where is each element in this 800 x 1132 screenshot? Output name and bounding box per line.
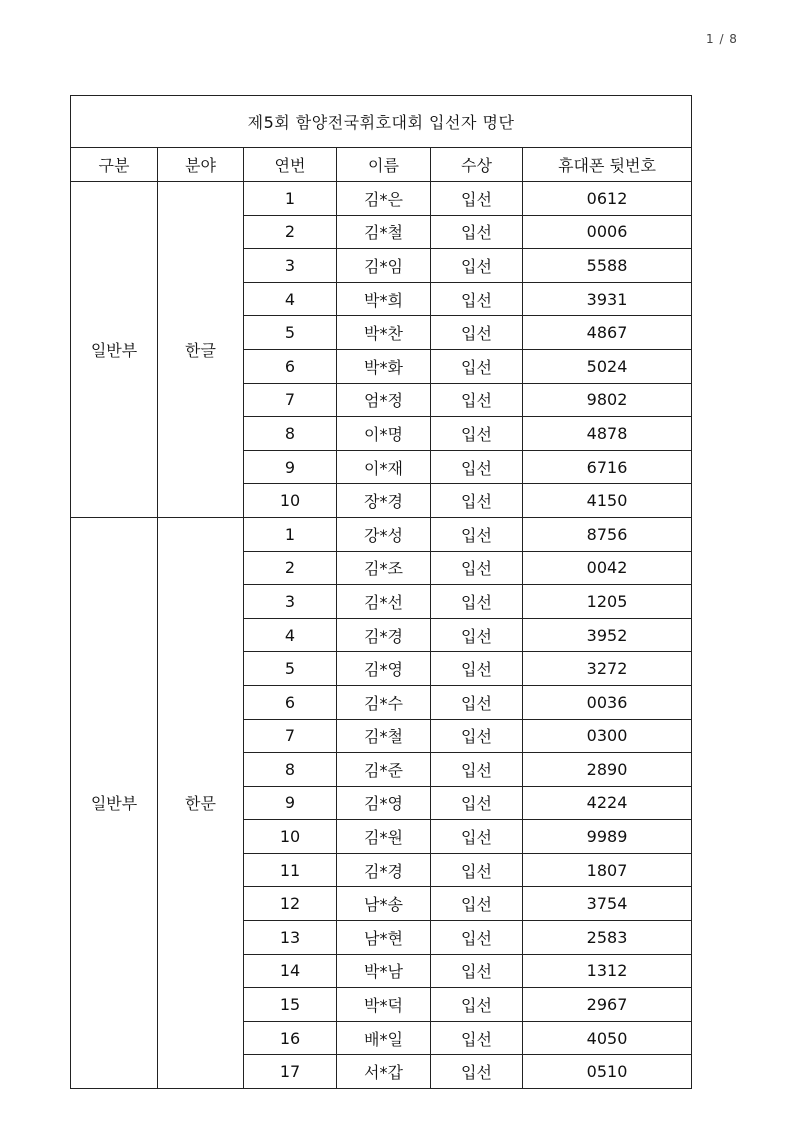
header-name: 이름: [337, 148, 431, 182]
award-cell: 입선: [431, 618, 523, 652]
name-cell: 장*경: [337, 484, 431, 518]
number-cell: 8: [244, 753, 337, 787]
header-phone: 휴대폰 뒷번호: [523, 148, 692, 182]
award-cell: 입선: [431, 719, 523, 753]
phone-cell: 3931: [523, 282, 692, 316]
name-cell: 강*성: [337, 517, 431, 551]
number-cell: 12: [244, 887, 337, 921]
phone-cell: 5024: [523, 349, 692, 383]
awardee-table: [70, 95, 692, 1089]
phone-cell: 3754: [523, 887, 692, 921]
number-cell: 14: [244, 954, 337, 988]
phone-cell: 1312: [523, 954, 692, 988]
number-cell: 10: [244, 820, 337, 854]
name-cell: 김*경: [337, 618, 431, 652]
award-cell: 입선: [431, 988, 523, 1022]
name-cell: 김*철: [337, 215, 431, 249]
number-cell: 13: [244, 921, 337, 955]
award-cell: 입선: [431, 1021, 523, 1055]
phone-cell: 5588: [523, 249, 692, 283]
award-cell: 입선: [431, 786, 523, 820]
name-cell: 김*준: [337, 753, 431, 787]
name-cell: 김*영: [337, 786, 431, 820]
phone-cell: 0036: [523, 685, 692, 719]
table-title: 제5회 함양전국휘호대회 입선자 명단: [71, 96, 692, 148]
award-cell: 입선: [431, 652, 523, 686]
award-cell: 입선: [431, 450, 523, 484]
phone-cell: 1205: [523, 585, 692, 619]
number-cell: 1: [244, 182, 337, 216]
phone-cell: 2967: [523, 988, 692, 1022]
award-cell: 입선: [431, 954, 523, 988]
phone-cell: 2890: [523, 753, 692, 787]
award-cell: 입선: [431, 182, 523, 216]
number-cell: 1: [244, 517, 337, 551]
number-cell: 3: [244, 249, 337, 283]
division-cell: 일반부: [71, 182, 158, 518]
number-cell: 5: [244, 316, 337, 350]
header-field: 분야: [158, 148, 244, 182]
table-body: [71, 182, 692, 1089]
name-cell: 김*은: [337, 182, 431, 216]
award-cell: 입선: [431, 349, 523, 383]
name-cell: 남*송: [337, 887, 431, 921]
number-cell: 9: [244, 450, 337, 484]
number-cell: 4: [244, 618, 337, 652]
phone-cell: 9989: [523, 820, 692, 854]
award-cell: 입선: [431, 249, 523, 283]
phone-cell: 4050: [523, 1021, 692, 1055]
name-cell: 김*원: [337, 820, 431, 854]
phone-cell: 9802: [523, 383, 692, 417]
award-cell: 입선: [431, 887, 523, 921]
name-cell: 김*수: [337, 685, 431, 719]
award-cell: 입선: [431, 753, 523, 787]
name-cell: 김*임: [337, 249, 431, 283]
header-row: [71, 148, 692, 182]
number-cell: 10: [244, 484, 337, 518]
number-cell: 16: [244, 1021, 337, 1055]
phone-cell: 0042: [523, 551, 692, 585]
award-cell: 입선: [431, 484, 523, 518]
phone-cell: 0006: [523, 215, 692, 249]
number-cell: 2: [244, 551, 337, 585]
award-cell: 입선: [431, 551, 523, 585]
award-cell: 입선: [431, 383, 523, 417]
phone-cell: 4224: [523, 786, 692, 820]
number-cell: 3: [244, 585, 337, 619]
number-cell: 4: [244, 282, 337, 316]
header-award: 수상: [431, 148, 523, 182]
award-cell: 입선: [431, 585, 523, 619]
table-row: [71, 182, 692, 216]
name-cell: 김*선: [337, 585, 431, 619]
field-cell: 한글: [158, 182, 244, 518]
name-cell: 김*경: [337, 853, 431, 887]
award-cell: 입선: [431, 316, 523, 350]
number-cell: 11: [244, 853, 337, 887]
name-cell: 김*조: [337, 551, 431, 585]
name-cell: 박*희: [337, 282, 431, 316]
header-number: 연번: [244, 148, 337, 182]
phone-cell: 2583: [523, 921, 692, 955]
name-cell: 박*덕: [337, 988, 431, 1022]
number-cell: 9: [244, 786, 337, 820]
number-cell: 6: [244, 349, 337, 383]
name-cell: 배*일: [337, 1021, 431, 1055]
page-indicator: 1 / 8: [706, 32, 738, 46]
header-division: 구분: [71, 148, 158, 182]
award-cell: 입선: [431, 685, 523, 719]
phone-cell: 0510: [523, 1055, 692, 1089]
award-cell: 입선: [431, 921, 523, 955]
award-cell: 입선: [431, 417, 523, 451]
phone-cell: 6716: [523, 450, 692, 484]
phone-cell: 4878: [523, 417, 692, 451]
number-cell: 17: [244, 1055, 337, 1089]
number-cell: 7: [244, 383, 337, 417]
table-row: [71, 517, 692, 551]
phone-cell: 4867: [523, 316, 692, 350]
name-cell: 남*현: [337, 921, 431, 955]
name-cell: 엄*정: [337, 383, 431, 417]
award-cell: 입선: [431, 282, 523, 316]
award-cell: 입선: [431, 215, 523, 249]
award-cell: 입선: [431, 1055, 523, 1089]
name-cell: 김*영: [337, 652, 431, 686]
number-cell: 2: [244, 215, 337, 249]
award-cell: 입선: [431, 820, 523, 854]
phone-cell: 8756: [523, 517, 692, 551]
field-cell: 한문: [158, 517, 244, 1088]
phone-cell: 0300: [523, 719, 692, 753]
phone-cell: 3952: [523, 618, 692, 652]
number-cell: 5: [244, 652, 337, 686]
name-cell: 박*남: [337, 954, 431, 988]
number-cell: 8: [244, 417, 337, 451]
number-cell: 7: [244, 719, 337, 753]
name-cell: 김*철: [337, 719, 431, 753]
name-cell: 이*명: [337, 417, 431, 451]
name-cell: 이*재: [337, 450, 431, 484]
number-cell: 15: [244, 988, 337, 1022]
phone-cell: 3272: [523, 652, 692, 686]
name-cell: 박*찬: [337, 316, 431, 350]
award-cell: 입선: [431, 853, 523, 887]
name-cell: 서*갑: [337, 1055, 431, 1089]
phone-cell: 4150: [523, 484, 692, 518]
name-cell: 박*화: [337, 349, 431, 383]
phone-cell: 0612: [523, 182, 692, 216]
award-cell: 입선: [431, 517, 523, 551]
number-cell: 6: [244, 685, 337, 719]
phone-cell: 1807: [523, 853, 692, 887]
division-cell: 일반부: [71, 517, 158, 1088]
